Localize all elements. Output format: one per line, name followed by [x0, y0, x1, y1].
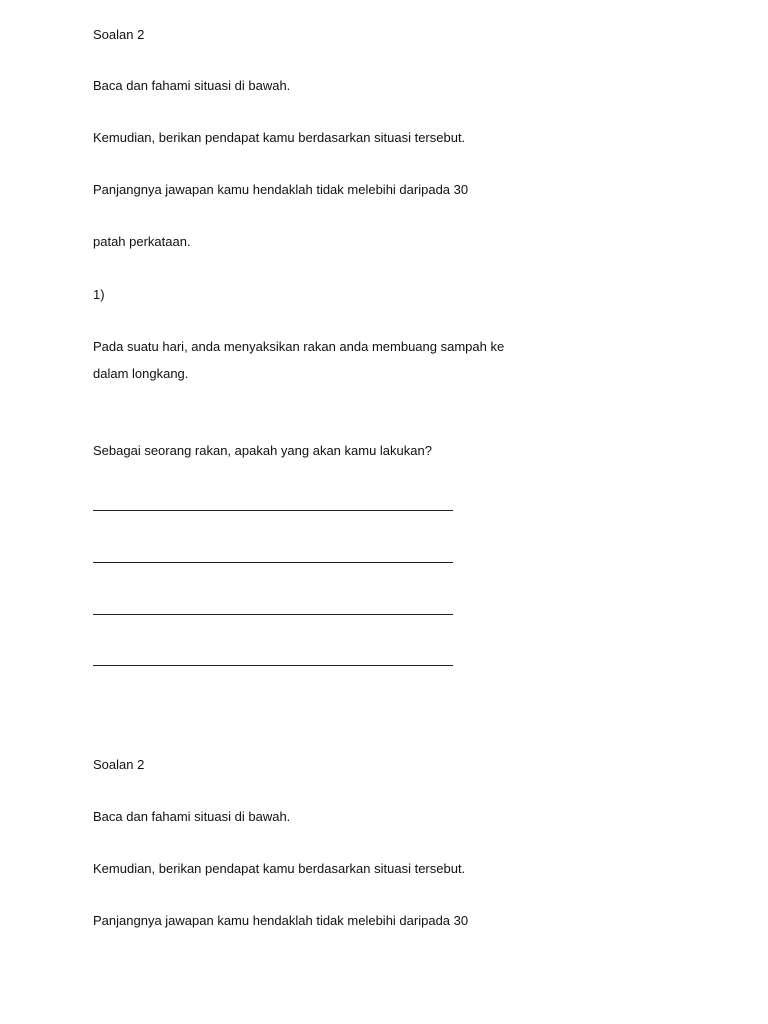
instruction-opinion: Kemudian, berikan pendapat kamu berdasarkan situasi tersebut. — [93, 130, 466, 145]
question-text: Sebagai seorang rakan, apakah yang akan kamu lakukan? — [93, 443, 432, 458]
instruction-read: Baca dan fahami situasi di bawah. — [93, 809, 291, 824]
instruction-length-cont: patah perkataan. — [93, 234, 191, 249]
situation-text-line-1: Pada suatu hari, anda menyaksikan rakan anda membuang sampah ke — [93, 339, 505, 354]
instruction-opinion: Kemudian, berikan pendapat kamu berdasarkan situasi tersebut. — [93, 861, 466, 876]
instruction-read: Baca dan fahami situasi di bawah. — [93, 78, 291, 93]
answer-line — [93, 665, 453, 666]
answer-line — [93, 562, 453, 563]
situation-text-line-2: dalam longkang. — [93, 366, 189, 381]
section-heading: Soalan 2 — [93, 27, 145, 42]
question-number: 1) — [93, 287, 105, 302]
answer-line — [93, 614, 453, 615]
answer-line — [93, 510, 453, 511]
instruction-length: Panjangnya jawapan kamu hendaklah tidak melebihi daripada 30 — [93, 182, 469, 197]
section-heading: Soalan 2 — [93, 757, 145, 772]
instruction-length: Panjangnya jawapan kamu hendaklah tidak melebihi daripada 30 — [93, 913, 469, 928]
